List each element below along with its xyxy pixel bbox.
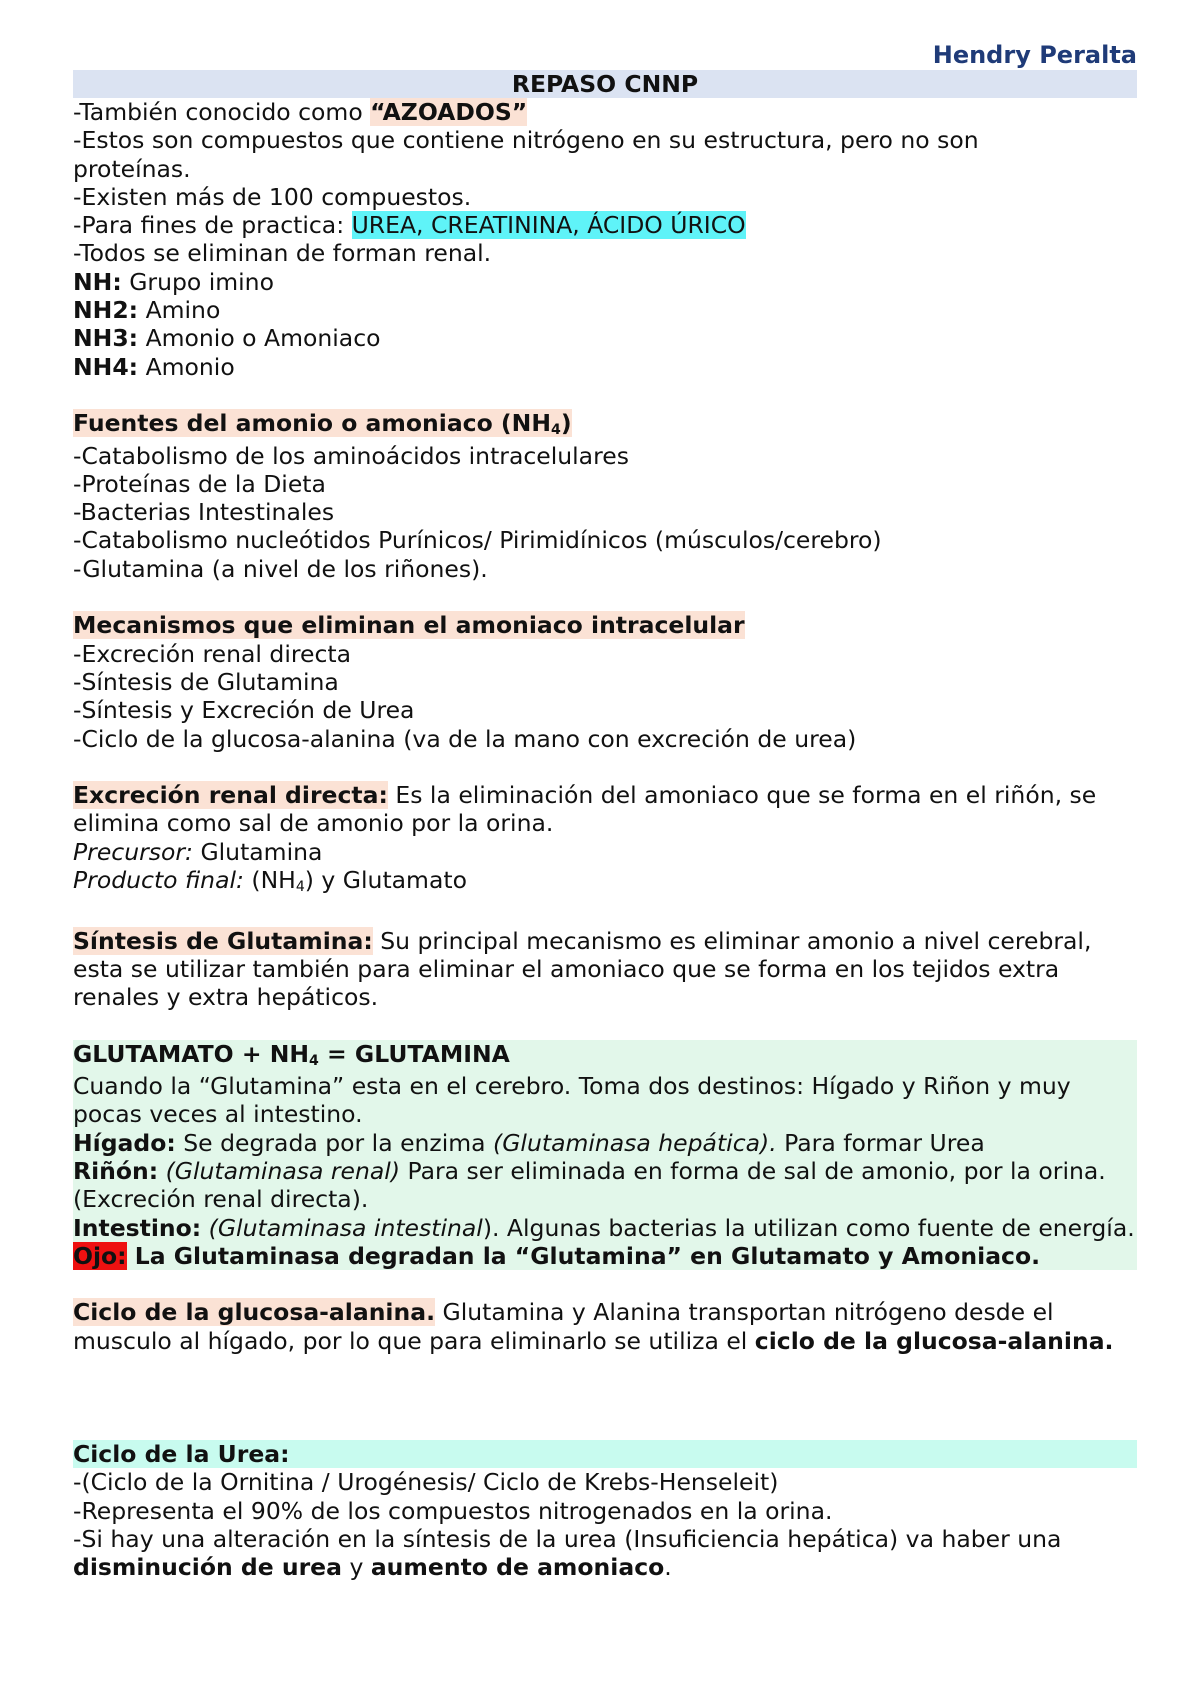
equation <box>73 1040 1137 1072</box>
label: Hígado: <box>73 1128 176 1157</box>
list-item: -Proteínas de la Dieta <box>73 469 326 498</box>
section-heading: Síntesis de Glutamina: <box>73 926 373 955</box>
ojo-line <box>73 1242 1137 1270</box>
intro-line: -Todos se eliminan de forman renal. <box>73 239 492 268</box>
text: Fuentes del amonio o amoniaco (NH <box>73 409 552 438</box>
heading-text: Ciclo de la Urea: <box>73 1439 290 1468</box>
value: Glutamina <box>192 837 323 866</box>
destinos-text: Cuando la “Glutamina” esta en el cerebro. Toma dos destinos: Hígado y Riñon y muy pocas veces al intestino. <box>73 1072 1071 1129</box>
section-heading <box>73 611 1137 639</box>
text: Para ser eliminada en forma de sal de amonio, por la orina. (Excreción renal directa). <box>73 1156 1106 1214</box>
group-label: NH2: <box>73 296 139 325</box>
text: -Para fines de practica: <box>73 211 352 240</box>
list-item: -Excreción renal directa <box>73 639 352 668</box>
precursor-line <box>73 838 1137 866</box>
value: ) y Glutamato <box>304 866 467 895</box>
group-line <box>73 353 1137 381</box>
bold-term: aumento de amoniaco <box>370 1553 665 1582</box>
ciclo-glucosa-paragraph <box>73 1298 1137 1355</box>
group-text: Amino <box>138 296 221 325</box>
group-label: NH: <box>73 267 122 296</box>
text: ). Algunas bacterias la utilizan como fuente de energía. <box>482 1213 1135 1242</box>
rinon-line <box>73 1157 1137 1214</box>
list-item: -Síntesis de Glutamina <box>73 667 339 696</box>
section-heading: Excreción renal directa: <box>73 781 388 810</box>
intro-line <box>73 98 1137 126</box>
paragraph-text: Es la eliminación del amoniaco que se forma en el riñón, se elimina como sal de amonio por la orina. <box>73 781 1097 838</box>
higado-line <box>73 1129 1137 1157</box>
list-item: -(Ciclo de la Ornitina / Urogénesis/ Ciclo de Krebs-Henseleit) <box>73 1468 779 1497</box>
paragraph-text: Su principal mecanismo es eliminar amonio a nivel cerebral, esta se utilizar también para eliminar el amoniaco que se forma en los tejidos extra renales y extra hepáticos. <box>73 926 1092 1012</box>
enzyme: (Glutaminasa hepática). <box>493 1128 777 1157</box>
text: Se degrada por la enzima <box>175 1128 494 1157</box>
section-heading <box>73 409 1137 441</box>
group-line <box>73 324 1137 352</box>
section-heading <box>73 1440 1137 1468</box>
list-item: -Catabolismo nucleótidos Purínicos/ Pirimidínicos (músculos/cerebro) <box>73 526 882 555</box>
subscript: 4 <box>295 878 305 895</box>
intro-line: -Estos son compuestos que contiene nitrógeno en su estructura, pero no son proteínas. <box>73 126 979 183</box>
intestino-line <box>73 1214 1137 1242</box>
list-item: -Bacterias Intestinales <box>73 498 335 527</box>
subscript: 4 <box>309 1052 319 1069</box>
group-text: Grupo imino <box>121 267 274 296</box>
fuentes-section <box>73 409 1137 583</box>
list-item: -Síntesis y Excreción de Urea <box>73 696 415 725</box>
ciclo-urea-section <box>73 1440 1137 1581</box>
group-text: Amonio o Amoniaco <box>138 324 381 353</box>
group-label: NH3: <box>73 324 139 353</box>
excrecion-paragraph <box>73 781 1137 838</box>
excrecion-section <box>73 781 1137 898</box>
text: -Si hay una alteración en la síntesis de la urea (Insuficiencia hepática) va haber una <box>73 1524 1062 1553</box>
group-label: NH4: <box>73 352 139 381</box>
list-item: -Catabolismo de los aminoácidos intracelulares <box>73 441 629 470</box>
bold-term: disminución de urea <box>73 1553 342 1582</box>
text: Para formar Urea <box>776 1128 985 1157</box>
list-item: -Glutamina (a nivel de los riñones). <box>73 554 488 583</box>
intro-line <box>73 211 1137 239</box>
subscript: 4 <box>551 422 561 439</box>
list-item <box>73 1525 1137 1582</box>
intro-section <box>73 98 1137 381</box>
glutamato-box <box>73 1040 1137 1270</box>
sintesis-section <box>73 927 1137 1012</box>
practice-compounds: UREA, CREATININA, ÁCIDO ÚRICO <box>351 211 746 240</box>
text: ) <box>560 409 572 438</box>
author-name: Hendry Peralta <box>932 41 1137 69</box>
sintesis-paragraph <box>73 927 1137 1012</box>
text: GLUTAMATO + NH <box>73 1039 310 1068</box>
document-title: REPASO CNNP <box>73 70 1137 98</box>
value: (NH <box>243 866 296 895</box>
mecanismos-section <box>73 611 1137 752</box>
azoados-term: “AZOADOS” <box>370 98 528 126</box>
section-heading: Ciclo de la glucosa-alanina. <box>73 1298 436 1327</box>
group-line <box>73 268 1137 296</box>
label: Precursor: <box>73 837 193 866</box>
label: Riñón: <box>73 1156 159 1185</box>
label: Producto final: <box>73 866 244 895</box>
enzyme: (Glutaminasa intestinal <box>201 1213 483 1242</box>
list-item: -Ciclo de la glucosa-alanina (va de la mano con excreción de urea) <box>73 724 857 753</box>
bold-term: ciclo de la glucosa-alanina. <box>754 1326 1114 1355</box>
ciclo-glucosa-section <box>73 1298 1137 1355</box>
text: = GLUTAMINA <box>318 1039 510 1068</box>
ojo-label: Ojo: <box>73 1241 127 1270</box>
document-page <box>73 40 1137 1581</box>
text: -También conocido como <box>73 98 371 126</box>
enzyme: (Glutaminasa renal) <box>158 1156 400 1185</box>
ojo-text: La Glutaminasa degradan la “Glutamina” en Glutamato y Amoniaco. <box>126 1241 1041 1270</box>
text: . <box>664 1553 672 1582</box>
list-item: -Representa el 90% de los compuestos nitrogenados en la orina. <box>73 1496 833 1525</box>
label: Intestino: <box>73 1213 202 1242</box>
paragraph-text: Glutamina y Alanina transportan nitrógeno desde el musculo al hígado, por lo que para eliminarlo se utiliza el <box>73 1298 1054 1355</box>
group-text: Amonio <box>138 352 235 381</box>
group-line <box>73 296 1137 324</box>
intro-line: -Existen más de 100 compuestos. <box>73 182 472 211</box>
heading-text: Mecanismos que eliminan el amoniaco intracelular <box>73 611 745 640</box>
text: y <box>341 1553 371 1582</box>
producto-line <box>73 866 1137 898</box>
